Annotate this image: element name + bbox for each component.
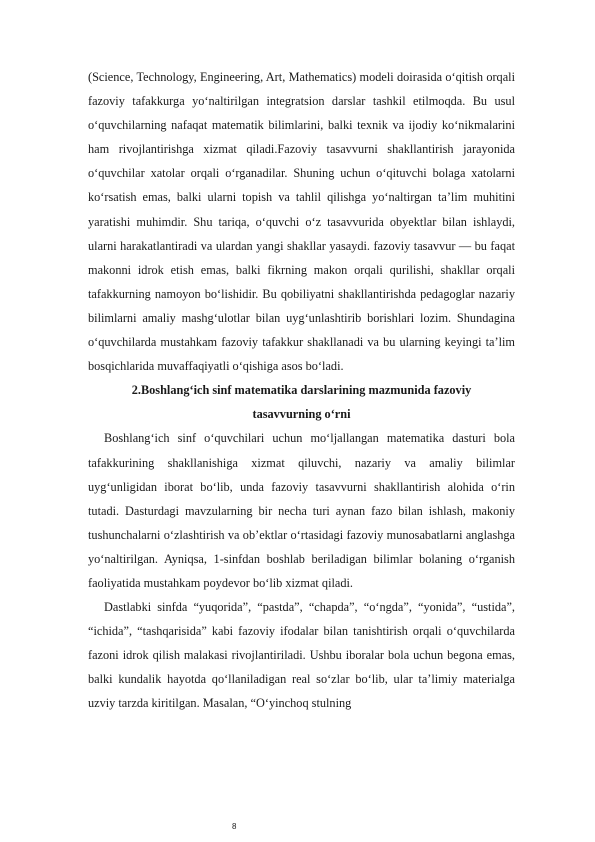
document-body [88,65,515,716]
page-number: 8 [232,822,237,831]
paragraph-spatial-expressions: Dastlabki sinfda “yuqorida”, “pastda”, “chapda”, “o‘ngda”, “yonida”, “ustida”, “ichida”, “tashqarisida” kabi fazoviy ifodalar bilan tanishtirish orqali o‘quvchilarda fazoni idrok qilish malakasi rivojlantiriladi. Ushbu iboralar bola uchun begona emas, balki kundalik hayotda qo‘llaniladigan real so‘zlar bo‘lib, ular ta’limiy materialga uzviy tarzda kiritilgan. Masalan, “O‘yinchoq stulning [88,600,515,711]
paragraph-curriculum: Boshlang‘ich sinf o‘quvchilari uchun mo‘ljallangan matematika dasturi bola tafakkurining shakllanishiga xizmat qiluvchi, nazariy va amaliy bilimlar uyg‘unligidan iborat bo‘lib, unda fazoviy tasavvurni shakllantirish alohida o‘rin tutadi. Dasturdagi mavzularning bir necha turi aynan fazo bilan ishlash, makoniy tushunchalarni o‘zlashtirish va ob’ektlar o‘rtasidagi fazoviy munosabatlarni anglashga yo‘naltirilgan. Ayniqsa, 1-sinfdan boshlab beriladigan bilimlar bolaning o‘rganish faoliyatida mustahkam poydevor bo‘lib xizmat qiladi. [88,431,515,590]
section-heading-line-2: tasavvurning o‘rni [252,407,351,422]
section-heading-line-1: 2.Boshlang‘ich sinf matematika darslarining mazmunida fazoviy [131,383,472,398]
paragraph-steam-model: (Science, Technology, Engineering, Art, Mathematics) modeli doirasida o‘qitish orqali fazoviy tafakkurga yo‘naltirilgan integratsion darslar tashkil etilmoqda. Bu usul o‘quvchilarning nafaqat matematik bilimlarini, balki texnik va ijodiy ko‘nikmalarini ham rivojlantirishga xizmat qiladi.Fazoviy tasavvurni shakllantirish jarayonida o‘quvchilar xatolar orqali o‘rganadilar. Shuning uchun o‘qituvchi bolaga xatolarni ko‘rsatish emas, balki ularni topish va tahlil qilishga yo‘naltirgan ta’lim muhitini yaratishi muhimdir. Shu tariqa, o‘quvchi o‘z tasavvurida obyektlar bilan ishlaydi, ularni harakatlantiradi va ulardan yangi shakllar yasaydi. fazoviy tasavvur — bu faqat makonni idrok etish emas, balki fikrning makon orqali qurilishi, shakllar orqali tafakkurning namoyon bo‘lishidir. Bu qobiliyatni shakllantirishda pedagoglar nazariy bilimlarni amaliy mashg‘ulotlar bilan uyg‘unlashtirib borishlari lozim. Shundagina o‘quvchilarda mustahkam fazoviy tafakkur shakllanadi va bu ularning keyingi ta’lim bosqichlarida muvaffaqiyatli o‘qishiga asos bo‘ladi. [88,70,515,374]
section-heading [88,378,515,426]
